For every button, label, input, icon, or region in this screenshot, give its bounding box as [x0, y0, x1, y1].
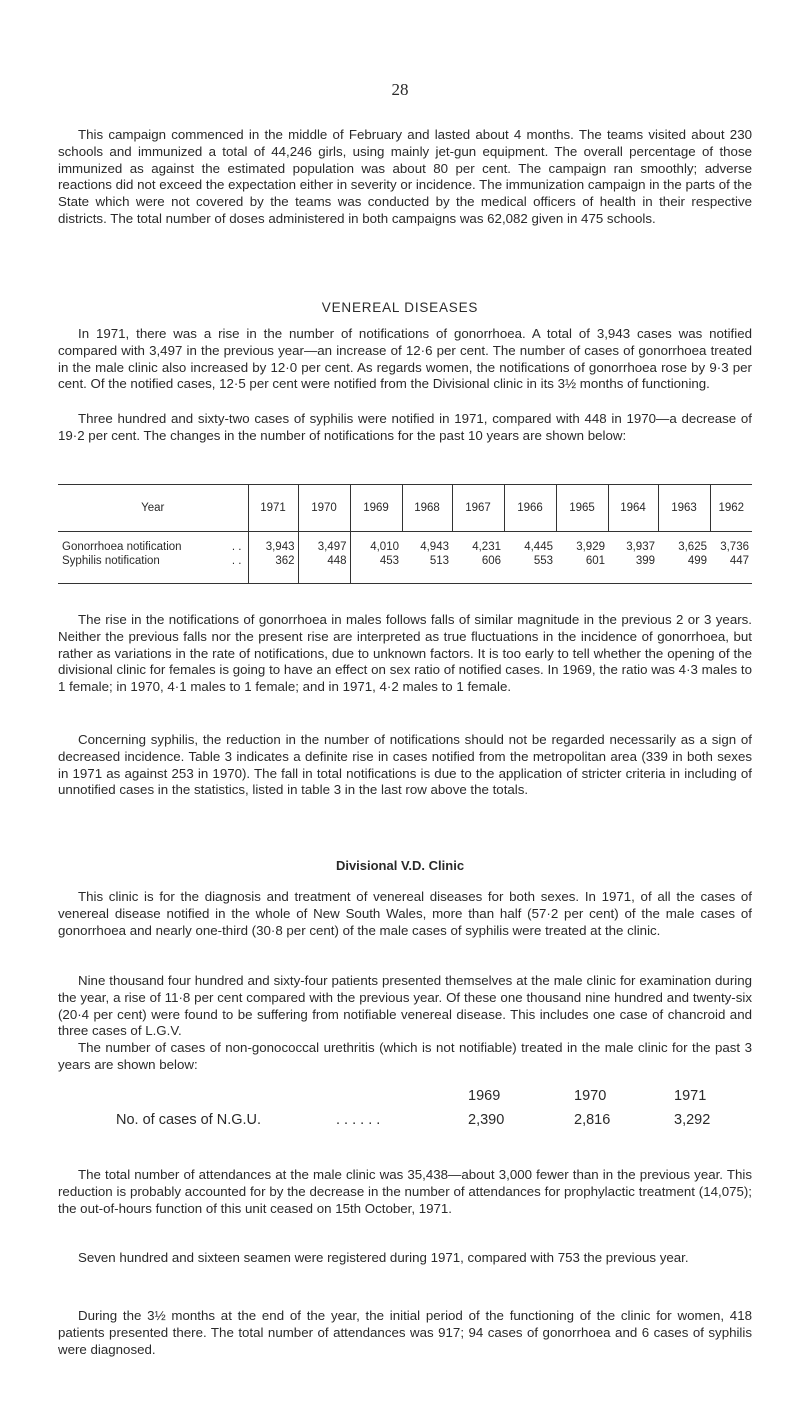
year-header-cell: 1969: [350, 485, 402, 532]
ngu-value: 2,816: [574, 1112, 611, 1128]
value-cell-1970: 3,497 448: [298, 532, 350, 584]
year-header-cell: 1965: [556, 485, 608, 532]
value-cell-1971: 3,943 362: [248, 532, 298, 584]
section-heading-divisional-clinic: Divisional V.D. Clinic: [335, 858, 465, 873]
year-header-cell: 1971: [248, 485, 298, 532]
paragraph-seamen: Seven hundred and sixteen seamen were registered during 1971, compared with 753 the previous year.: [78, 1250, 689, 1265]
paragraph-immunization-campaign: This campaign commenced in the middle of February and lasted about 4 months. The teams visited about 230 schools and immunized a total of 44,246 girls, using mainly jet-gun equipment. The overall percentage of those immunized as against the estimated population was about 80 per cent. The campaign ran smoothly; adverse reactions did not exceed the expectation either in severity or incidence. The immunization campaign in the parts of the State which were not covered by the teams was conducted by the medical officers of health in their respective districts. The total number of doses administered in both campaigns was 62,082 given in 475 schools.: [58, 127, 752, 226]
row-label-syphilis: Syphilis notification . .: [62, 555, 242, 567]
table-header-row: [58, 485, 752, 532]
paragraph-syphilis-notifications: Three hundred and sixty-two cases of syphilis were notified in 1971, compared with 448 in 1970—a decrease of 19·2 per cent. The changes in the number of notifications for the past 10 years are shown below:: [58, 411, 752, 443]
value-cell-1966: 4,445 553: [524, 541, 553, 567]
value-cell-1969: 4,010 453: [350, 532, 402, 584]
ngu-value: 2,390: [468, 1112, 505, 1128]
value-cell-1964: 3,937 399: [626, 541, 655, 567]
ngu-year: 1970: [574, 1088, 607, 1104]
value-cell-1962: 3,736 447: [720, 541, 749, 567]
ngu-year: 1971: [674, 1088, 707, 1104]
notifications-table: [58, 484, 752, 584]
table-body-row: [58, 532, 752, 584]
value-cell-1965: 3,929 601: [576, 541, 605, 567]
year-header-cell: 1966: [504, 485, 556, 532]
row-labels-cell: [58, 532, 248, 584]
ngu-year: 1969: [468, 1088, 501, 1104]
year-header-cell: 1970: [298, 485, 350, 532]
value-cell-1967: 4,231 606: [472, 541, 501, 567]
paragraph-clinic-for-women: During the 3½ months at the end of the year, the initial period of the functioning of the clinic for women, 418 patients presented there. The total number of attendances was 917; 94 cases of gonorrhoea and 6 cases of syphilis were diagnosed.: [58, 1308, 752, 1357]
year-header-cell: 1968: [402, 485, 452, 532]
paragraph-syphilis-reduction: Concerning syphilis, the reduction in the number of notifications should not be regarded necessarily as a sign of decreased incidence. Table 3 indicates a definite rise in cases notified from the metropolitan area (339 in both sexes in 1971 as against 253 in 1970). The fall in total notifications is due to the application of stricter criteria in including of unnotified cases in the statistics, listed in table 3 in the last row above the totals.: [58, 732, 752, 798]
paragraph-clinic-description: This clinic is for the diagnosis and treatment of venereal diseases for both sexes. In 1971, of all the cases of venereal disease notified in the whole of New South Wales, more than half (57·2 per cent) of the male cases of gonorrhoea and nearly one-third (30·8 per cent) of the male cases of syphilis were treated at the clinic.: [58, 889, 752, 938]
year-header-cell: 1963: [658, 485, 710, 532]
year-column-header: Year: [58, 485, 248, 532]
year-header-cell: 1967: [452, 485, 504, 532]
paragraph-ngu-intro: The number of cases of non-gonococcal urethritis (which is not notifiable) treated in the male clinic for the past 3 years are shown below:: [58, 1040, 752, 1072]
year-header-cell: 1962: [710, 485, 752, 532]
value-cell-1963: 3,625 499: [678, 541, 707, 567]
paragraph-attendances: The total number of attendances at the male clinic was 35,438—about 3,000 fewer than in the previous year. This reduction is probably accounted for by the decrease in the number of attendances for prophylactic treatment (14,075); the out-of-hours function of this unit ceased on 15th October, 1971.: [58, 1167, 752, 1216]
ngu-value: 3,292: [674, 1112, 711, 1128]
row-label-gonorrhoea: Gonorrhoea notification . .: [62, 541, 242, 553]
value-cell-1968: 4,943 513: [420, 541, 449, 567]
section-heading-venereal-diseases: VENEREAL DISEASES: [321, 300, 479, 315]
page-number: 28: [391, 80, 409, 99]
paragraph-gonorrhoea-notifications: In 1971, there was a rise in the number of notifications of gonorrhoea. A total of 3,943 cases was notified compared with 3,497 in the previous year—an increase of 12·6 per cent. The number of cases of gonorrhoea treated in the male clinic also increased by 12·0 per cent. As regards women, the notifications of gonorrhoea rose by 9·3 per cent. Of the notified cases, 12·5 per cent were notified from the Divisional clinic in its 3½ months of functioning.: [58, 326, 752, 392]
year-header-cell: 1964: [608, 485, 658, 532]
paragraph-male-clinic-patients: Nine thousand four hundred and sixty-four patients presented themselves at the male clinic for examination during the year, a rise of 11·8 per cent compared with the previous year. Of these one thousand nine hundred and twenty-six (20·4 per cent) were found to be suffering from notifiable venereal disease. This includes one case of chancroid and three cases of L.G.V.: [58, 973, 752, 1039]
paragraph-gonorrhoea-males: The rise in the notifications of gonorrhoea in males follows falls of similar magnitude in the previous 2 or 3 years. Neither the previous falls nor the present rise are interpreted as true fluctuations in the incidence of gonorrhoea, but rather as variations in the rate of notifications, due to unknown factors. It is too early to tell whether the opening of the divisional clinic for females is going to have an effect on sex ratio of notified cases. In 1969, the ratio was 4·3 males to 1 female; in 1970, 4·1 males to 1 female; and in 1971, 4·2 males to 1 female.: [58, 612, 752, 695]
ngu-label: No. of cases of N.G.U.: [116, 1112, 262, 1128]
ngu-dots: . . . . . .: [336, 1112, 381, 1128]
